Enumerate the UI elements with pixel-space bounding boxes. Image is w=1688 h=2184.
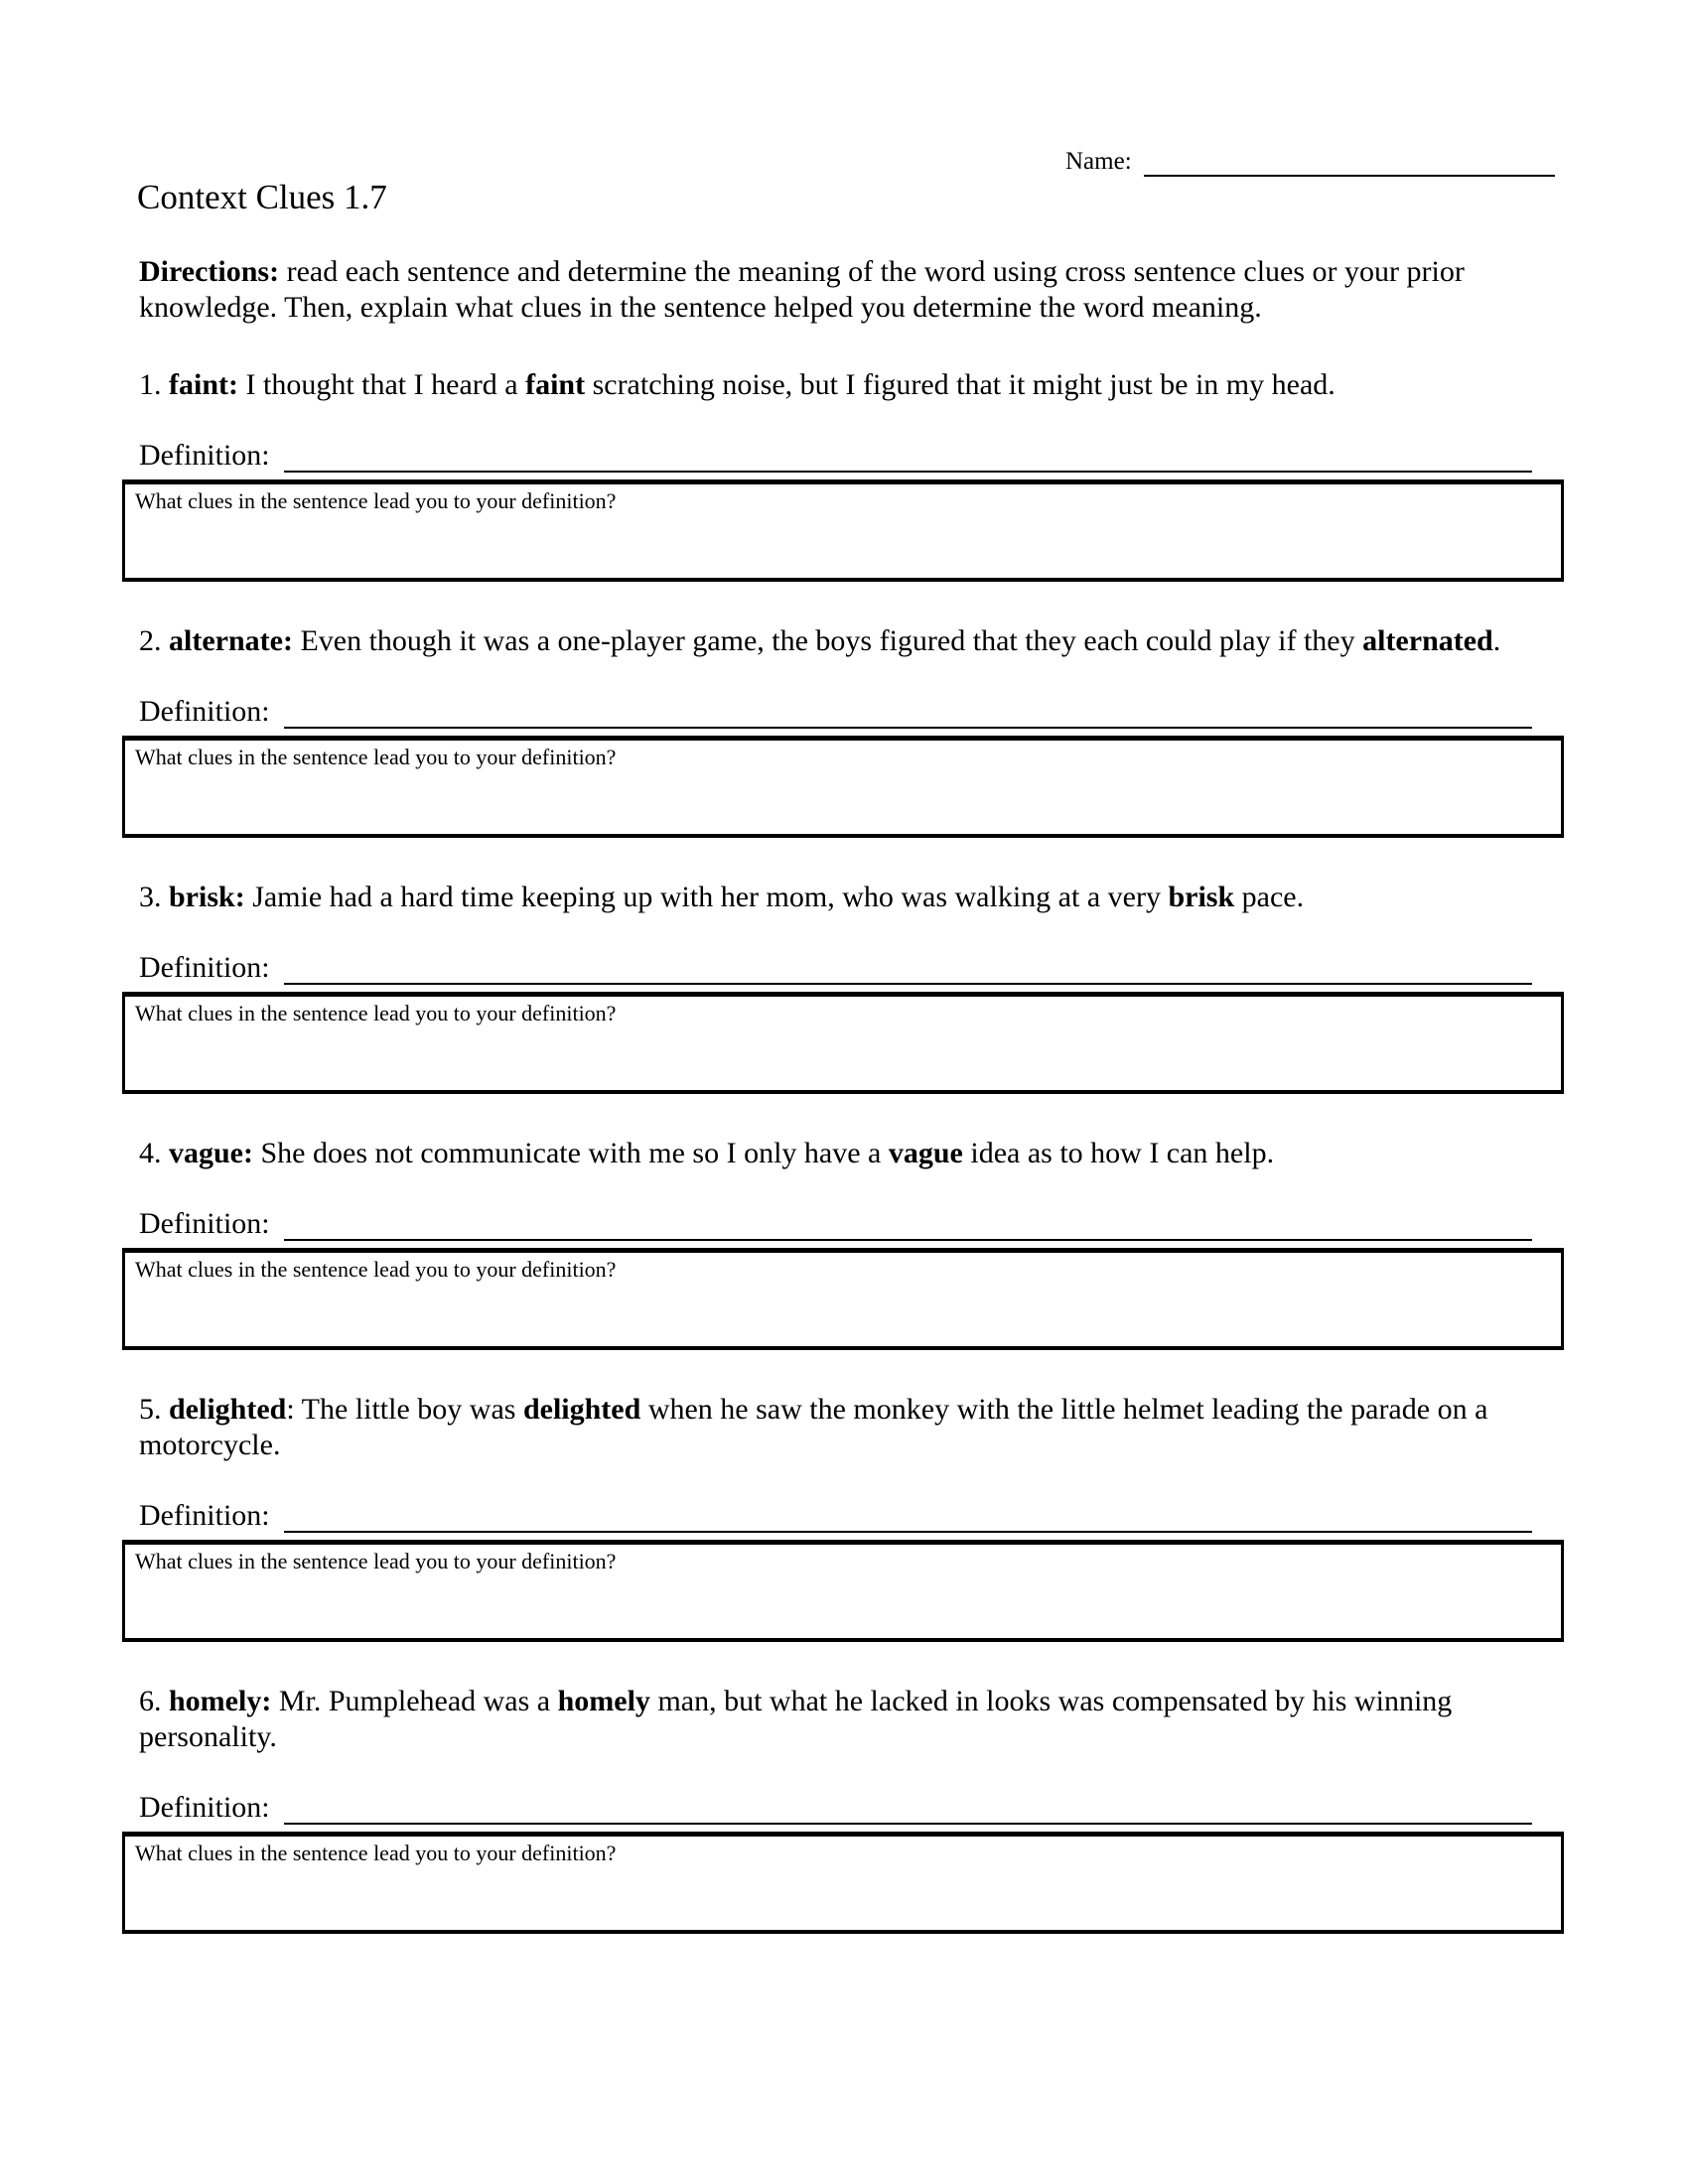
- definition-blank-line[interactable]: [284, 441, 1532, 473]
- name-blank-line[interactable]: [1144, 149, 1555, 177]
- question-sentence: 6. homely: Mr. Pumplehead was a homely man, but what he lacked in looks was compensated by his winning personality.: [139, 1685, 1453, 1753]
- directions-label: Directions:: [139, 255, 280, 288]
- clue-answer-box[interactable]: [122, 992, 1564, 1094]
- question-2: [135, 623, 1501, 838]
- question-1: [135, 367, 1501, 582]
- question-sentence: 5. delighted: The little boy was delighted when he saw the monkey with the little helmet leading the parade on a motorcycle.: [139, 1393, 1488, 1461]
- definition-blank-line[interactable]: [284, 1793, 1532, 1825]
- question-sentence: 4. vague: She does not communicate with me so I only have a vague idea as to how I can help.: [139, 1137, 1275, 1169]
- definition-label: Definition:: [139, 951, 270, 984]
- definition-label: Definition:: [139, 1499, 270, 1532]
- clue-box-prompt: What clues in the sentence lead you to your definition?: [135, 1001, 617, 1025]
- name-label: Name:: [1065, 148, 1132, 175]
- clue-answer-box[interactable]: [122, 1540, 1564, 1642]
- clue-answer-box[interactable]: [122, 479, 1564, 582]
- questions-list: [135, 367, 1501, 1934]
- definition-row: [139, 1791, 1532, 1825]
- clue-box-prompt: What clues in the sentence lead you to your definition?: [135, 488, 617, 513]
- definition-label: Definition:: [139, 439, 270, 472]
- definition-blank-line[interactable]: [284, 1501, 1532, 1533]
- clue-answer-box[interactable]: [122, 1248, 1564, 1350]
- question-sentence: 2. alternate: Even though it was a one-player game, the boys figured that they each could play if they alternated.: [139, 624, 1501, 657]
- clue-box-prompt: What clues in the sentence lead you to your definition?: [135, 1549, 617, 1573]
- definition-blank-line[interactable]: [284, 953, 1532, 985]
- clue-box-prompt: What clues in the sentence lead you to your definition?: [135, 1841, 617, 1865]
- name-row: [1065, 147, 1555, 177]
- clue-box-prompt: What clues in the sentence lead you to your definition?: [135, 1257, 617, 1282]
- page-title: Context Clues 1.7: [137, 178, 387, 216]
- question-3: [135, 880, 1501, 1094]
- definition-row: [139, 695, 1532, 729]
- definition-blank-line[interactable]: [284, 1209, 1532, 1241]
- question-sentence: 3. brisk: Jamie had a hard time keeping up with her mom, who was walking at a very brisk pace.: [139, 881, 1305, 913]
- definition-row: [139, 1499, 1532, 1533]
- definition-label: Definition:: [139, 1791, 270, 1824]
- clue-answer-box[interactable]: [122, 736, 1564, 838]
- definition-row: [139, 439, 1532, 473]
- question-5: [135, 1392, 1501, 1642]
- clue-answer-box[interactable]: [122, 1832, 1564, 1934]
- question-4: [135, 1136, 1501, 1350]
- definition-label: Definition:: [139, 695, 270, 728]
- directions-text: read each sentence and determine the meaning of the word using cross sentence clues or your prior knowledge. Then, explain what clues in the sentence helped you determine the word meaning.: [139, 255, 1465, 324]
- worksheet-content: [135, 254, 1501, 1934]
- definition-label: Definition:: [139, 1207, 270, 1240]
- question-sentence: 1. faint: I thought that I heard a faint scratching noise, but I figured that it might just be in my head.: [139, 368, 1336, 401]
- definition-row: [139, 951, 1532, 985]
- clue-box-prompt: What clues in the sentence lead you to your definition?: [135, 745, 617, 769]
- question-6: [135, 1684, 1501, 1934]
- definition-blank-line[interactable]: [284, 697, 1532, 729]
- definition-row: [139, 1207, 1532, 1241]
- directions: [139, 254, 1501, 326]
